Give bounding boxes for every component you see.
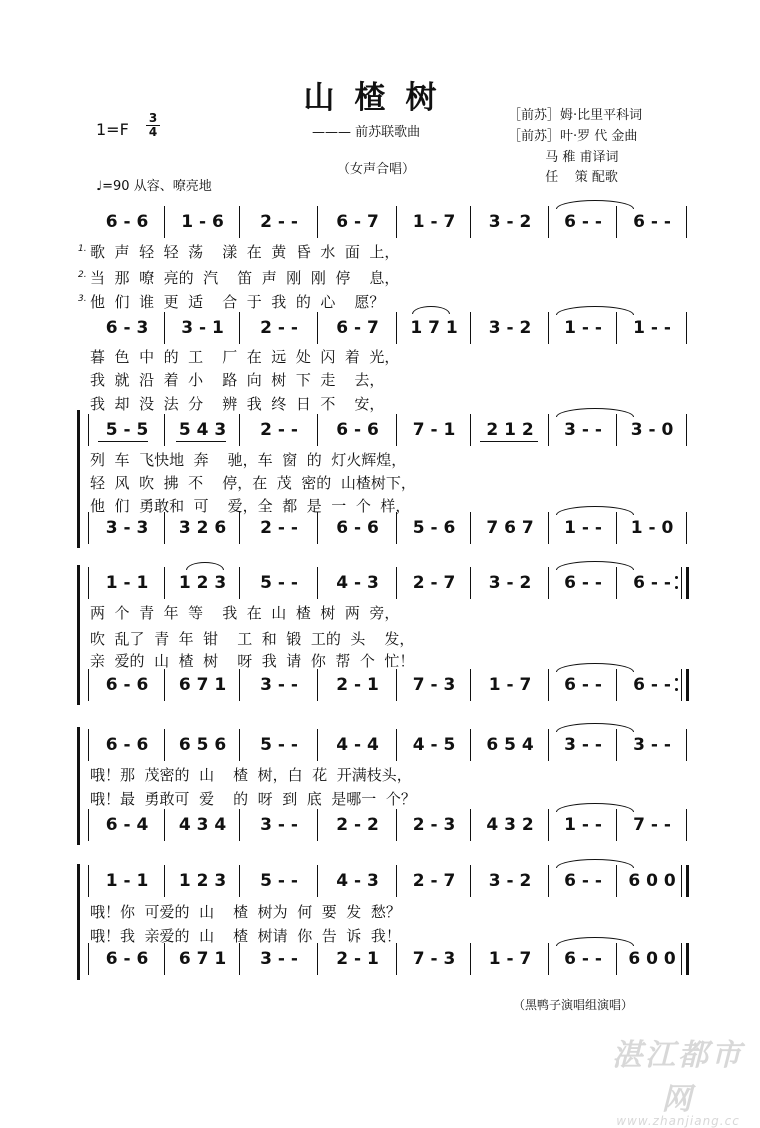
measure-notes: 6 - 7 [336,212,379,232]
tie-mark [556,408,634,417]
barline [396,669,397,701]
measure-notes: 6 5 6 [178,735,227,755]
watermark-logo-text: 湛江都市网 [612,1038,744,1117]
measure-notes: 3 - 2 [488,573,532,593]
measure-notes: 6 - - [564,212,602,232]
verse-number: 2. [78,270,87,280]
barline [164,312,165,344]
measure-notes: 2 - - [260,518,298,538]
barline [317,943,318,975]
end-barline-thick [686,567,689,599]
measure-notes: 4 - 3 [336,573,379,593]
tie-mark [556,306,634,315]
tie-mark [556,200,634,209]
measure-notes: 3 - 2 [488,212,532,232]
barline [239,865,240,897]
barline [548,943,549,975]
tie-mark [412,306,450,314]
lyric-line: 轻 风 吹 拂 不 停，在 茂 密的 山楂树下， [90,474,416,492]
barline [548,312,549,344]
measure-notes: 2 - 1 [336,675,379,695]
barline [470,865,471,897]
barline [548,669,549,701]
measure-notes: 6 - - [564,871,602,891]
barline [164,669,165,701]
measure-notes: 5 - - [260,735,298,755]
measure-notes: 3 - - [260,949,298,969]
tempo-marking: ♩=90 从容、嘹亮地 [96,179,212,194]
barline [686,809,687,841]
measure-notes: 4 - 5 [412,735,456,755]
tie-mark [556,561,634,570]
barline [470,729,471,761]
part-bracket [77,565,80,705]
measure-notes: 5 - 6 [412,518,456,538]
beam-line [480,441,538,442]
lyric-line: 暮 色 中 的 工 厂 在 远 处 闪 着 光， [90,348,400,366]
measure-notes: 4 - 4 [336,735,379,755]
barline [686,729,687,761]
barline [396,414,397,446]
measure-notes: 6 7 1 [178,675,227,695]
barline [317,729,318,761]
barline [470,567,471,599]
measure-notes: 2 - 1 [336,949,379,969]
measure-notes: 6 - 6 [336,420,379,440]
tie-mark [186,562,224,570]
barline [164,729,165,761]
barline [88,729,89,761]
lyric-line: 他 们 谁 更 适 合 于 我 的 心 愿？ [90,293,385,311]
barline [548,512,549,544]
measure-notes: 2 1 2 [486,420,534,440]
barline [616,865,617,897]
barline [317,312,318,344]
barline [470,809,471,841]
barline [616,943,617,975]
barline [396,512,397,544]
barline [686,206,687,238]
tie-mark [556,723,634,732]
measure-notes: 6 5 4 [486,735,534,755]
barline [396,567,397,599]
part-bracket [77,727,80,845]
measure-notes: 6 - - [564,573,602,593]
barline [317,669,318,701]
measure-notes: 7 6 7 [486,518,534,538]
barline [396,865,397,897]
measure-notes: 7 - 3 [412,675,456,695]
lyric-line: 两 个 青 年 等 我 在 山 楂 树 两 旁， [90,604,400,622]
end-barline-thick [686,865,689,897]
measure-notes: 5 - 5 [105,420,149,440]
credit-composer: ［前苏］叶·罗 代 金曲 [508,129,638,144]
barline [164,809,165,841]
watermark-url: www.zhanjiang.cc [616,1114,740,1128]
verse-number: 3. [78,294,87,304]
measure-notes: 3 - - [564,420,602,440]
verse-number: 1. [78,244,87,254]
lyric-line: 当 那 嘹 亮的 汽 笛 声 刚 刚 停 息， [90,269,400,287]
measure-notes: 6 - 6 [105,735,149,755]
measure-notes: 1 - - [564,815,602,835]
measure-notes: 1 - - [564,318,602,338]
barline [164,943,165,975]
barline [470,206,471,238]
meter-bottom: 4 [146,125,160,139]
barline [548,809,549,841]
barline [616,729,617,761]
measure-notes: 2 - 7 [412,573,456,593]
barline [616,809,617,841]
barline [470,414,471,446]
measure-notes: 1 - 1 [105,871,149,891]
barline [396,312,397,344]
tie-mark [556,859,634,868]
tie-mark [556,937,634,946]
measure-notes: 3 - 3 [105,518,149,538]
measure-notes: 1 2 3 [178,871,227,891]
barline [317,206,318,238]
measure-notes: 3 - - [260,675,298,695]
measure-notes: 1 - 7 [488,675,532,695]
barline [164,567,165,599]
measure-notes: 6 0 0 [628,871,676,891]
barline [616,512,617,544]
measure-notes: 6 - - [564,949,602,969]
barline [88,865,89,897]
barline [239,312,240,344]
barline [686,414,687,446]
barline [164,865,165,897]
tie-mark [556,803,634,812]
measure-notes: 3 - 2 [488,318,532,338]
measure-notes: 2 - 7 [412,871,456,891]
credit-lyricist: ［前苏］姆·比里平科词 [508,108,643,123]
lyric-line: 列 车 飞快地 奔 驰，车 窗 的 灯火辉煌， [90,451,407,469]
measure-notes: 5 4 3 [178,420,227,440]
end-barline-thick [686,943,689,975]
barline [396,943,397,975]
measure-notes: 7 - 3 [412,949,456,969]
measure-notes: 6 - 4 [105,815,149,835]
part-bracket [77,864,80,980]
barline [317,567,318,599]
credit-translator: 马 稚 甫译词 [508,150,619,165]
beam-line [98,441,148,442]
barline [88,512,89,544]
performer-credit: （黑鸭子演唱组演唱） [513,998,634,1012]
barline [239,206,240,238]
lyric-line: 哦！最 勇敢可 爱 的 呀 到 底 是哪一 个？ [90,790,416,808]
measure-notes: 1 2 3 [178,573,227,593]
barline [548,414,549,446]
measure-notes: 1 - 6 [181,212,224,232]
barline [396,729,397,761]
measure-notes: 3 2 6 [178,518,227,538]
measure-notes: 1 7 1 [410,318,458,338]
measure-notes: 1 - - [564,518,602,538]
measure-notes: 5 - - [260,871,298,891]
barline [88,414,89,446]
lyric-line: 亲 爱的 山 楂 树 呀 我 请 你 帮 个 忙！ [90,652,415,670]
measure-notes: 6 - 6 [105,675,149,695]
measure-notes: 3 - - [633,735,671,755]
barline [548,729,549,761]
ensemble-label: （女声合唱） [337,162,416,177]
measure-notes: 3 - 1 [181,318,224,338]
measure-notes: 6 - - [564,675,602,695]
barline [317,865,318,897]
measure-notes: 5 - - [260,573,298,593]
barline [239,567,240,599]
barline [616,414,617,446]
barline [88,567,89,599]
lyric-line: 哦！那 茂密的 山 楂 树，白 花 开满枝头， [90,766,412,784]
measure-notes: 2 - - [260,318,298,338]
lyric-line: 我 就 沿 着 小 路 向 树 下 走 去， [90,371,385,389]
measure-notes: 3 - 2 [488,871,532,891]
barline [88,943,89,975]
measure-notes: 2 - 3 [412,815,456,835]
barline [616,206,617,238]
end-barline-thick [686,669,689,701]
barline [616,567,617,599]
song-title: 山楂树 [303,80,457,116]
barline [88,669,89,701]
measure-notes: 1 - 7 [412,212,456,232]
measure-notes: 2 - 2 [336,815,379,835]
barline [164,206,165,238]
barline [239,943,240,975]
lyric-line: 歌 声 轻 轻 荡 漾 在 黄 昏 水 面 上， [90,243,400,261]
barline [317,809,318,841]
measure-notes: 1 - 1 [105,573,149,593]
barline [317,414,318,446]
measure-notes: 1 - 0 [630,518,674,538]
part-bracket [77,410,80,548]
lyric-line: 吹 乱了 青 年 钳 工 和 锻 工的 头 发， [90,630,415,648]
barline [317,512,318,544]
measure-notes: 1 - 7 [488,949,532,969]
barline [470,669,471,701]
measure-notes: 1 - - [633,318,671,338]
measure-notes: 6 - 7 [336,318,379,338]
barline [686,312,687,344]
barline [396,809,397,841]
barline [548,567,549,599]
measure-notes: 4 3 2 [486,815,534,835]
measure-notes: 6 7 1 [178,949,227,969]
key-signature: 1=F [96,120,129,139]
tie-mark [556,506,634,515]
beam-line [176,441,226,442]
measure-notes: 3 - 0 [630,420,674,440]
measure-notes: 6 - - [633,212,671,232]
barline [548,865,549,897]
measure-notes: 6 - - [633,573,671,593]
barline [239,414,240,446]
barline [239,729,240,761]
lyric-line: 他 们 勇敢和 可 爱，全 都 是 一 个 样， [90,497,411,515]
barline [239,512,240,544]
measure-notes: 3 - - [564,735,602,755]
barline [548,206,549,238]
measure-notes: 6 - 6 [105,949,149,969]
measure-notes: 6 - 6 [336,518,379,538]
measure-notes: 6 - 6 [105,212,149,232]
barline [88,809,89,841]
site-watermark [598,1030,758,1128]
song-origin: ——— 前苏联歌曲 [312,125,421,140]
barline [239,669,240,701]
measure-notes: 7 - 1 [412,420,456,440]
barline [616,669,617,701]
measure-notes: 2 - - [260,212,298,232]
barline [470,312,471,344]
barline [164,414,165,446]
measure-notes: 2 - - [260,420,298,440]
credit-arranger: 任 策 配歌 [508,170,618,185]
measure-notes: 4 3 4 [178,815,227,835]
barline [239,809,240,841]
barline [686,512,687,544]
barline [470,943,471,975]
barline [164,512,165,544]
lyric-line: 哦！我 亲爱的 山 楂 树请 你 告 诉 我！ [90,927,401,945]
tie-mark [556,663,634,672]
barline [616,312,617,344]
barline [470,512,471,544]
meter-top: 3 [148,111,158,125]
measure-notes: 4 - 3 [336,871,379,891]
measure-notes: 6 0 0 [628,949,676,969]
measure-notes: 6 - 3 [105,318,149,338]
barline [396,206,397,238]
lyric-line: 我 却 没 法 分 辨 我 终 日 不 安， [90,395,385,413]
measure-notes: 3 - - [260,815,298,835]
measure-notes: 7 - - [633,815,671,835]
measure-notes: 6 - - [633,675,671,695]
lyric-line: 哦！你 可爱的 山 楂 树为 何 要 发 愁？ [90,903,401,921]
